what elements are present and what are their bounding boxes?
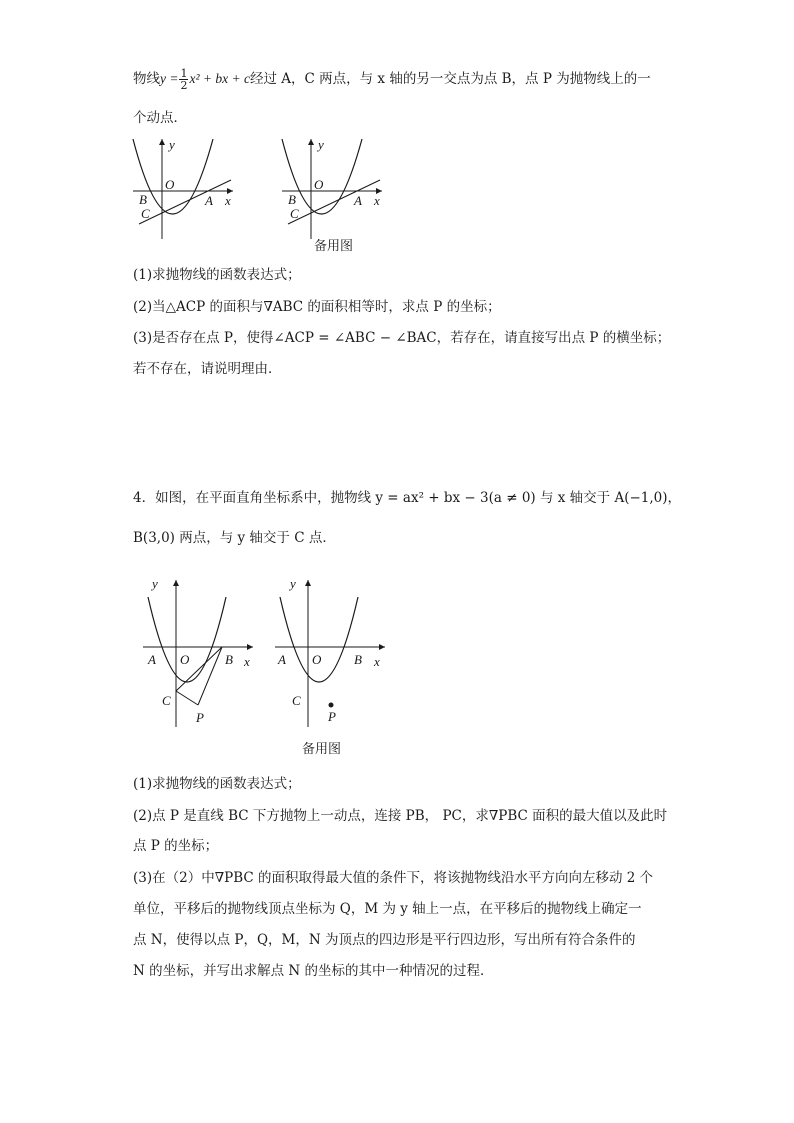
q4-fig2-label-x: x — [374, 654, 380, 669]
q4-part3-line-1: (3)在（2）中∇PBC 的面积取得最大值的条件下，将该抛物线沿水平方向向左移动 2 个 — [133, 870, 654, 886]
q3-intro-text: 物线 — [133, 71, 160, 87]
q3-eq-left: y = — [160, 71, 179, 86]
q3-intro-line-2: 个动点． — [133, 110, 187, 126]
q4-fig2-parabola — [280, 597, 358, 682]
q4-figure-backup — [270, 572, 390, 732]
q3-part2: (2)当△ACP 的面积与∇ABC 的面积相等时，求点 P 的坐标； — [133, 299, 501, 315]
q4-fig2-label-y: y — [290, 576, 296, 591]
q3-part3-line-1: (3)是否存在点 P，使得∠ACP = ∠ABC − ∠BAC，若存在，请直接写出点 P 的横坐标； — [133, 330, 671, 346]
q3-fig2-label-o: O — [314, 177, 324, 192]
q3-frac-num: 1 — [180, 67, 188, 80]
q4-fig1-label-b: B — [225, 652, 233, 667]
q3-part1: (1)求抛物线的函数表达式； — [133, 267, 301, 283]
q4-fig1-line-pc — [176, 691, 198, 705]
q3-frac-den: 2 — [180, 79, 188, 92]
q3-fig1-line-ca — [139, 180, 231, 224]
q3-part3-line-2: 若不存在，请说明理由． — [133, 361, 282, 377]
q3-figure-main — [125, 134, 245, 244]
q4-fig2-label-b: B — [354, 652, 362, 667]
q4-fig1-label-c: C — [162, 693, 171, 708]
q3-fig1-label-x: x — [225, 193, 231, 208]
q4-fig1-label-o: O — [180, 652, 190, 667]
q4-fig1-line-pb — [198, 647, 222, 705]
q4-backup-caption: 备用图 — [302, 742, 342, 757]
q3-figure-backup — [274, 134, 394, 244]
q4-fig1-label-p: P — [196, 710, 204, 725]
q4-part2-line-1: (2)点 P 是直线 BC 下方抛物上一动点，连接 PB， PC，求∇PBC 面积的最大值以及此时 — [133, 808, 668, 824]
q4-part3-line-3: 点 N，使得以点 P，Q，M，N 为顶点的四边形是平行四边形，写出所有符合条件的 — [133, 932, 636, 948]
q4-fig1-label-y: y — [152, 576, 158, 591]
q4-part3-line-4: N 的坐标，并写出求解点 N 的坐标的其中一种情况的过程． — [133, 963, 494, 979]
q4-fig2-label-c: C — [292, 693, 301, 708]
q3-intro-rest: 经过 A，C 两点，与 x 轴的另一交点为点 B，点 P 为抛物线上的一 — [249, 71, 651, 87]
q3-intro-line-1 — [133, 68, 651, 91]
q3-fig2-label-y: y — [318, 137, 324, 152]
q4-fig1-label-a: A — [148, 652, 156, 667]
q3-fig2-line-ca — [288, 180, 380, 224]
q4-fig2-label-p: P — [328, 709, 336, 724]
q4-figure-main — [138, 572, 258, 732]
q4-fig1-label-x: x — [244, 654, 250, 669]
q3-fig2-label-c: C — [290, 206, 299, 221]
q4-intro-line-1: 4．如图，在平面直角坐标系中，抛物线 y = ax² + bx − 3(a ≠ 0) 与 x 轴交于 A(−1,0)， — [133, 490, 682, 506]
q4-part3-line-2: 单位，平移后的抛物线顶点坐标为 Q，M 为 y 轴上一点，在平移后的抛物线上确定一 — [133, 901, 642, 917]
q4-part1: (1)求抛物线的函数表达式； — [133, 776, 301, 792]
q3-fig1-label-c: C — [141, 206, 150, 221]
q3-fig1-label-y: y — [169, 137, 175, 152]
q3-fig2-label-b: B — [288, 192, 296, 207]
q3-eq-right: x² + bx + c — [189, 71, 250, 86]
q3-fig1-label-b: B — [139, 192, 147, 207]
q3-fig2-label-a: A — [354, 193, 362, 208]
q4-fig2-point-p — [329, 703, 334, 708]
q3-backup-caption: 备用图 — [314, 239, 354, 254]
q4-fig2-label-o: O — [312, 652, 322, 667]
q4-fig2-label-a: A — [278, 652, 286, 667]
q3-fig1-label-o: O — [165, 177, 175, 192]
q3-fig1-label-a: A — [205, 193, 213, 208]
q4-part2-line-2: 点 P 的坐标； — [133, 838, 219, 854]
q3-fraction — [179, 68, 188, 91]
q4-fig1-parabola — [148, 597, 226, 682]
q3-fig2-label-x: x — [374, 193, 380, 208]
q4-intro-line-2: B(3,0) 两点，与 y 轴交于 C 点． — [133, 530, 336, 546]
